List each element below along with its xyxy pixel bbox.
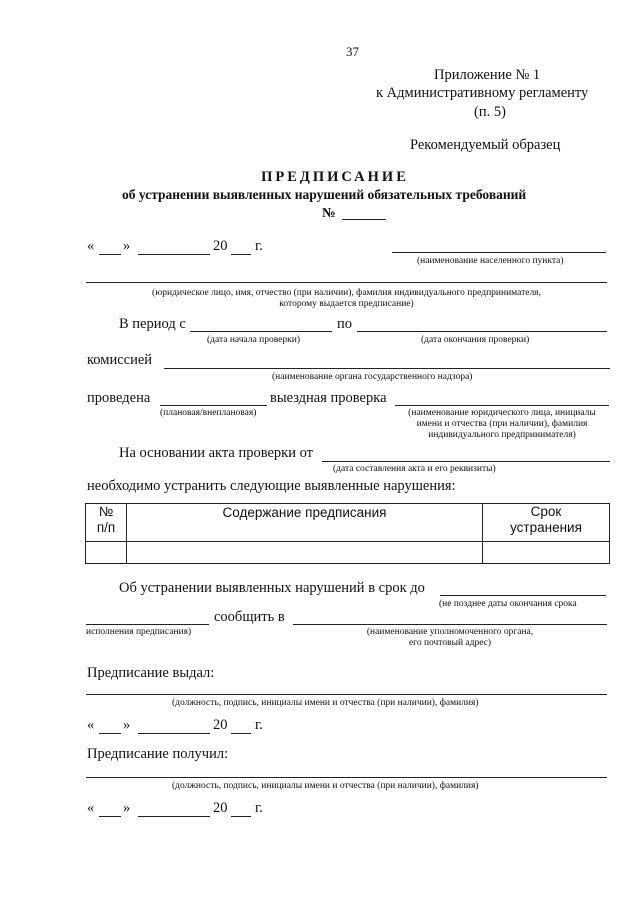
period-end-line: [357, 331, 607, 332]
table-row: [86, 542, 610, 564]
period-to-label: по: [337, 316, 353, 332]
received-caption: (должность, подпись, инициалы имени и отчества (при наличии), фамилия): [172, 781, 479, 791]
inspection-type-caption: (плановая/внеплановая): [160, 408, 257, 418]
entity-line: [86, 282, 607, 283]
column-header-content: Содержание предписания: [127, 504, 483, 542]
sample-label: Рекомендуемый образец: [410, 137, 561, 153]
report-date-line: [86, 624, 209, 625]
year-line: [231, 254, 251, 255]
issued-quote-close: »: [123, 717, 131, 733]
received-line: [86, 777, 607, 778]
received-year-suffix: г.: [255, 800, 263, 816]
document-title: ПРЕДПИСАНИЕ: [261, 169, 409, 185]
commission-line: [164, 368, 610, 369]
inspection-type-line: [160, 405, 267, 406]
table-cell-number: [86, 542, 127, 564]
remedy-deadline-caption: (не позднее даты окончания срока: [439, 599, 577, 609]
commission-label: комиссией: [87, 352, 153, 368]
issued-quote-open: «: [87, 717, 95, 733]
received-month-line: [138, 816, 210, 817]
violations-intro: необходимо устранить следующие выявленные нарушения:: [87, 478, 456, 494]
inspected-entity-line: [395, 405, 609, 406]
regulation-label: к Административному регламенту: [376, 85, 589, 101]
execution-caption: исполнения предписания): [86, 627, 192, 637]
appendix-label: Приложение № 1: [434, 67, 541, 83]
clause-label: (п. 5): [474, 104, 506, 120]
remedy-label: Об устранении выявленных нарушений в срок до: [119, 580, 425, 596]
commission-caption: (наименование органа государственного надзора): [272, 372, 473, 382]
violations-table: [85, 503, 610, 564]
report-label: сообщить в: [214, 609, 285, 625]
report-authority-line: [293, 624, 607, 625]
issued-year-prefix: 20: [213, 717, 228, 733]
act-label: На основании акта проверки от: [119, 445, 313, 461]
period-start-line: [190, 331, 332, 332]
issued-month-line: [138, 733, 210, 734]
issued-line: [86, 694, 607, 695]
issued-day-line: [99, 733, 121, 734]
received-label: Предписание получил:: [87, 746, 229, 762]
number-line: [342, 219, 386, 220]
inspected-entity-caption: (наименование юридического лица, инициалы имени и отчества (при наличии), фамилия индивидуального предпринимателя): [408, 408, 596, 440]
received-year-line: [231, 816, 251, 817]
period-start-caption: (дата начала проверки): [207, 335, 301, 345]
issued-year-line: [231, 733, 251, 734]
place-caption: (наименование населенного пункта): [417, 256, 564, 266]
period-label: В период с: [119, 316, 186, 332]
received-day-line: [99, 816, 121, 817]
issued-year-suffix: г.: [255, 717, 263, 733]
table-cell-content: [127, 542, 483, 564]
month-line: [138, 254, 210, 255]
year-prefix: 20: [213, 238, 228, 254]
inspection-label: выездная проверка: [270, 390, 387, 406]
period-end-caption: (дата окончания проверки): [421, 335, 530, 345]
entity-caption: (юридическое лицо, имя, отчество (при наличии), фамилия индивидуального предпринимателя, которому выдается предписание): [152, 288, 541, 309]
authority-caption: (наименование уполномоченного органа, его почтовый адрес): [366, 627, 534, 648]
received-quote-close: »: [123, 800, 131, 816]
remedy-deadline-line: [440, 595, 606, 596]
issued-label: Предписание выдал:: [87, 665, 215, 681]
day-line: [99, 254, 121, 255]
document-subtitle: об устранении выявленных нарушений обязательных требований: [122, 187, 527, 202]
column-header-deadline: Срок устранения: [483, 504, 610, 542]
number-label: №: [322, 205, 336, 220]
year-suffix: г.: [255, 238, 263, 254]
conducted-label: проведена: [87, 390, 151, 406]
act-line: [322, 461, 610, 462]
page-number: 37: [346, 44, 359, 59]
act-caption: (дата составления акта и его реквизиты): [333, 464, 496, 474]
issued-caption: (должность, подпись, инициалы имени и отчества (при наличии), фамилия): [172, 698, 479, 708]
column-header-number: № п/п: [86, 504, 127, 542]
date-quote-open: «: [87, 238, 95, 254]
table-cell-deadline: [483, 542, 610, 564]
date-quote-close: »: [123, 238, 131, 254]
received-year-prefix: 20: [213, 800, 228, 816]
place-line: [392, 252, 606, 253]
received-quote-open: «: [87, 800, 95, 816]
